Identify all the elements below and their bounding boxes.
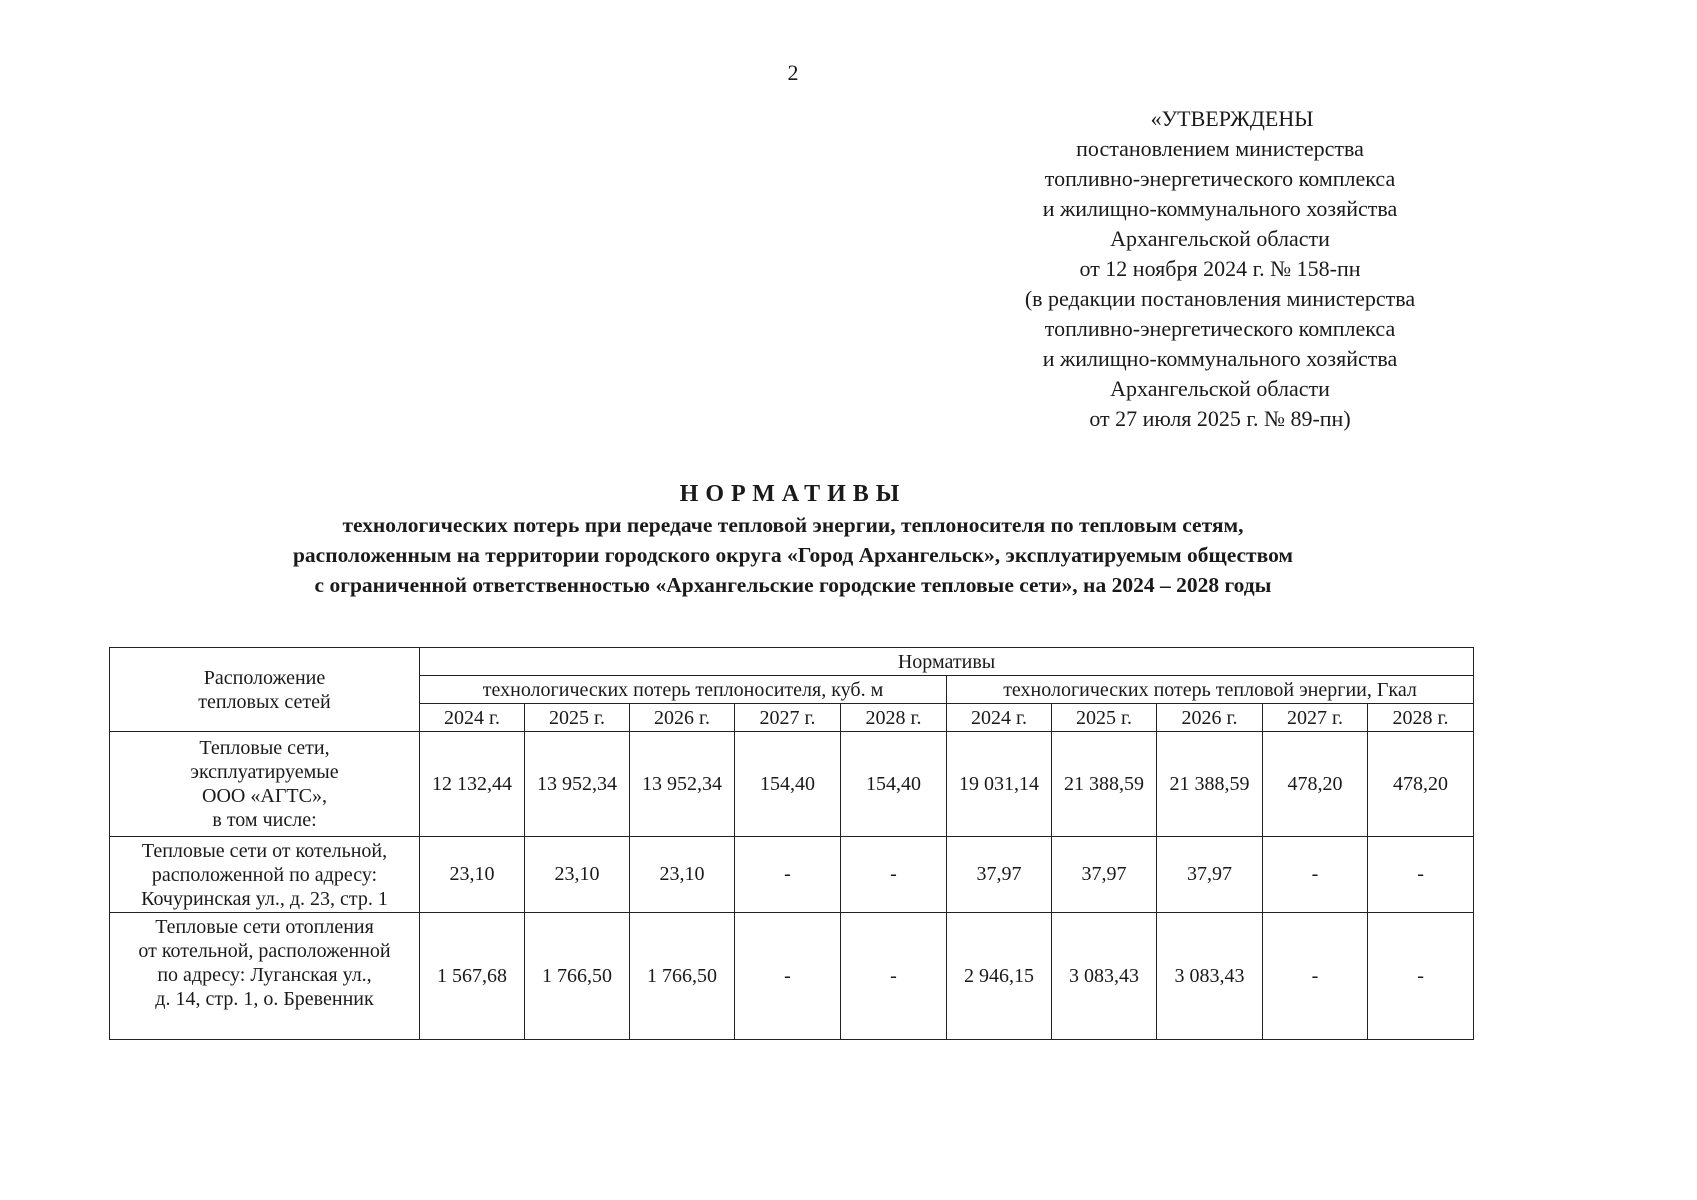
- year-header: 2026 г.: [630, 704, 735, 732]
- location-line: Кочуринская ул., д. 23, стр. 1: [141, 887, 388, 910]
- location-line: Тепловые сети,: [199, 737, 330, 759]
- normatives-table: [109, 647, 1474, 1040]
- value-cell: 37,97: [947, 837, 1052, 913]
- location-header: [110, 648, 420, 732]
- value-cell: 23,10: [630, 837, 735, 913]
- value-cell: 154,40: [735, 732, 841, 837]
- value-cell: 1 766,50: [630, 913, 735, 1040]
- value-cell: -: [735, 837, 841, 913]
- value-cell: 13 952,34: [630, 732, 735, 837]
- value-cell: -: [735, 913, 841, 1040]
- table-row: [110, 913, 1474, 1040]
- approval-line: постановлением министерства: [1076, 136, 1364, 161]
- value-cell: 37,97: [1157, 837, 1263, 913]
- year-header: 2024 г.: [420, 704, 525, 732]
- page-number: 2: [787, 60, 799, 85]
- location-line: Тепловые сети от котельной,: [141, 839, 388, 862]
- location-cell: [110, 732, 420, 837]
- value-cell: 23,10: [525, 837, 630, 913]
- document-heading: [0, 478, 1586, 600]
- year-header: 2027 г.: [735, 704, 841, 732]
- location-line: д. 14, стр. 1, о. Бревенник: [155, 988, 374, 1010]
- year-header: 2025 г.: [1052, 704, 1157, 732]
- approval-line: и жилищно-коммунального хозяйства: [1042, 346, 1398, 371]
- approval-block: [960, 104, 1480, 434]
- location-line: по адресу: Луганская ул.,: [157, 964, 372, 986]
- location-cell: [110, 913, 420, 1040]
- value-cell: -: [841, 913, 947, 1040]
- year-header: 2028 г.: [841, 704, 947, 732]
- approval-line: от 27 июля 2025 г. № 89-пн): [1089, 406, 1351, 431]
- approval-line: от 12 ноября 2024 г. № 158-пн: [1079, 256, 1361, 281]
- value-cell: 478,20: [1368, 732, 1474, 837]
- approval-line: Архангельской области: [1110, 376, 1330, 401]
- value-cell: -: [841, 837, 947, 913]
- heat-energy-losses-header: технологических потерь тепловой энергии, Гкал: [947, 676, 1474, 704]
- coolant-losses-header: технологических потерь теплоносителя, куб. м: [420, 676, 947, 704]
- location-line: от котельной, расположенной: [138, 940, 391, 962]
- location-cell: [110, 837, 420, 913]
- approval-line: (в редакции постановления министерства: [1024, 286, 1416, 311]
- value-cell: 21 388,59: [1157, 732, 1263, 837]
- location-line: Тепловые сети отопления: [155, 916, 374, 938]
- value-cell: 37,97: [1052, 837, 1157, 913]
- document-title: НОРМАТИВЫ: [679, 481, 907, 507]
- location-header-line: Расположение: [203, 666, 326, 689]
- value-cell: -: [1263, 913, 1368, 1040]
- year-header: 2028 г.: [1368, 704, 1474, 732]
- value-cell: 3 083,43: [1052, 913, 1157, 1040]
- year-header: 2025 г.: [525, 704, 630, 732]
- table-row: [110, 837, 1474, 913]
- approval-line: Архангельской области: [1110, 226, 1330, 251]
- value-cell: 1 766,50: [525, 913, 630, 1040]
- value-cell: 21 388,59: [1052, 732, 1157, 837]
- normatives-header: Нормативы: [420, 648, 1474, 676]
- document-subtitle-line: технологических потерь при передаче тепловой энергии, теплоносителя по тепловым сетям,: [342, 513, 1244, 537]
- value-cell: -: [1263, 837, 1368, 913]
- value-cell: 478,20: [1263, 732, 1368, 837]
- document-subtitle-line: расположенным на территории городского округа «Город Архангельск», эксплуатируемым обществом: [292, 543, 1294, 567]
- value-cell: 154,40: [841, 732, 947, 837]
- year-header: 2026 г.: [1157, 704, 1263, 732]
- value-cell: 1 567,68: [420, 913, 525, 1040]
- value-cell: 12 132,44: [420, 732, 525, 837]
- location-line: расположенной по адресу:: [151, 863, 378, 886]
- year-header: 2024 г.: [947, 704, 1052, 732]
- value-cell: 2 946,15: [947, 913, 1052, 1040]
- value-cell: -: [1368, 913, 1474, 1040]
- location-line: ООО «АГТС»,: [202, 785, 327, 807]
- value-cell: 23,10: [420, 837, 525, 913]
- approval-line: топливно-энергетического комплекса: [1044, 316, 1396, 341]
- location-line: в том числе:: [212, 809, 317, 831]
- value-cell: 3 083,43: [1157, 913, 1263, 1040]
- location-line: эксплуатируемые: [190, 761, 339, 783]
- approval-line: «УТВЕРЖДЕНЫ: [1150, 106, 1314, 131]
- value-cell: 19 031,14: [947, 732, 1052, 837]
- location-header-line: тепловых сетей: [198, 690, 331, 713]
- year-header: 2027 г.: [1263, 704, 1368, 732]
- approval-line: и жилищно-коммунального хозяйства: [1042, 196, 1398, 221]
- table-row: [110, 732, 1474, 837]
- value-cell: -: [1368, 837, 1474, 913]
- value-cell: 13 952,34: [525, 732, 630, 837]
- document-subtitle-line: с ограниченной ответственностью «Архангельские городские тепловые сети», на 2024 – 2028 годы: [314, 573, 1272, 597]
- approval-line: топливно-энергетического комплекса: [1044, 166, 1396, 191]
